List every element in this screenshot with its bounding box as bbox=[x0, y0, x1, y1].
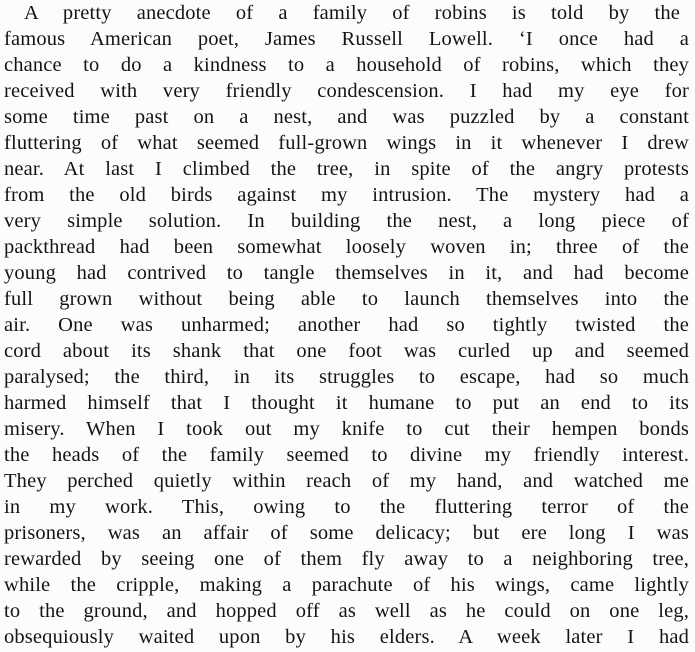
text-line: They perched quietly within reach of my hand, and watched me bbox=[4, 470, 689, 492]
text-line: chance to do a kindness to a household of robins, which they bbox=[4, 54, 689, 76]
text-line: from the old birds against my intrusion. The mystery had a bbox=[4, 184, 689, 206]
text-line: young had contrived to tangle themselves in it, and had become bbox=[4, 262, 689, 284]
text-line: very simple solution. In building the nest, a long piece of bbox=[4, 210, 689, 232]
text-line: misery. When I took out my knife to cut their hempen bonds bbox=[4, 418, 689, 440]
text-line: air. One was unharmed; another had so tightly twisted the bbox=[4, 314, 689, 336]
text-line: the heads of the family seemed to divine my friendly interest. bbox=[4, 444, 689, 466]
text-line: packthread had been somewhat loosely woven in; three of the bbox=[4, 236, 689, 258]
text-line: rewarded by seeing one of them fly away to a neighboring tree, bbox=[4, 548, 689, 570]
text-line: full grown without being able to launch themselves into the bbox=[4, 288, 689, 310]
text-line: some time past on a nest, and was puzzled by a constant bbox=[4, 106, 689, 128]
text-line: in my work. This, owing to the fluttering terror of the bbox=[4, 496, 689, 518]
text-line: to the ground, and hopped off as well as he could on one leg, bbox=[4, 600, 689, 622]
text-line: famous American poet, James Russell Lowell. ‘I once had a bbox=[4, 28, 689, 50]
text-line: received with very friendly condescension. I had my eye for bbox=[4, 80, 689, 102]
text-line: fluttering of what seemed full-grown wings in it whenever I drew bbox=[4, 132, 689, 154]
text-line: prisoners, was an affair of some delicacy; but ere long I was bbox=[4, 522, 689, 544]
text-line: harmed himself that I thought it humane to put an end to its bbox=[4, 392, 689, 414]
text-line: obsequiously waited upon by his elders. A week later I had bbox=[4, 626, 689, 648]
text-line: paralysed; the third, in its struggles to escape, had so much bbox=[4, 366, 689, 388]
text-line: A pretty anecdote of a family of robins is told by the bbox=[24, 2, 680, 24]
text-line: while the cripple, making a parachute of his wings, came lightly bbox=[4, 574, 689, 596]
text-line: near. At last I climbed the tree, in spite of the angry protests bbox=[4, 158, 689, 180]
text-line: cord about its shank that one foot was curled up and seemed bbox=[4, 340, 689, 362]
